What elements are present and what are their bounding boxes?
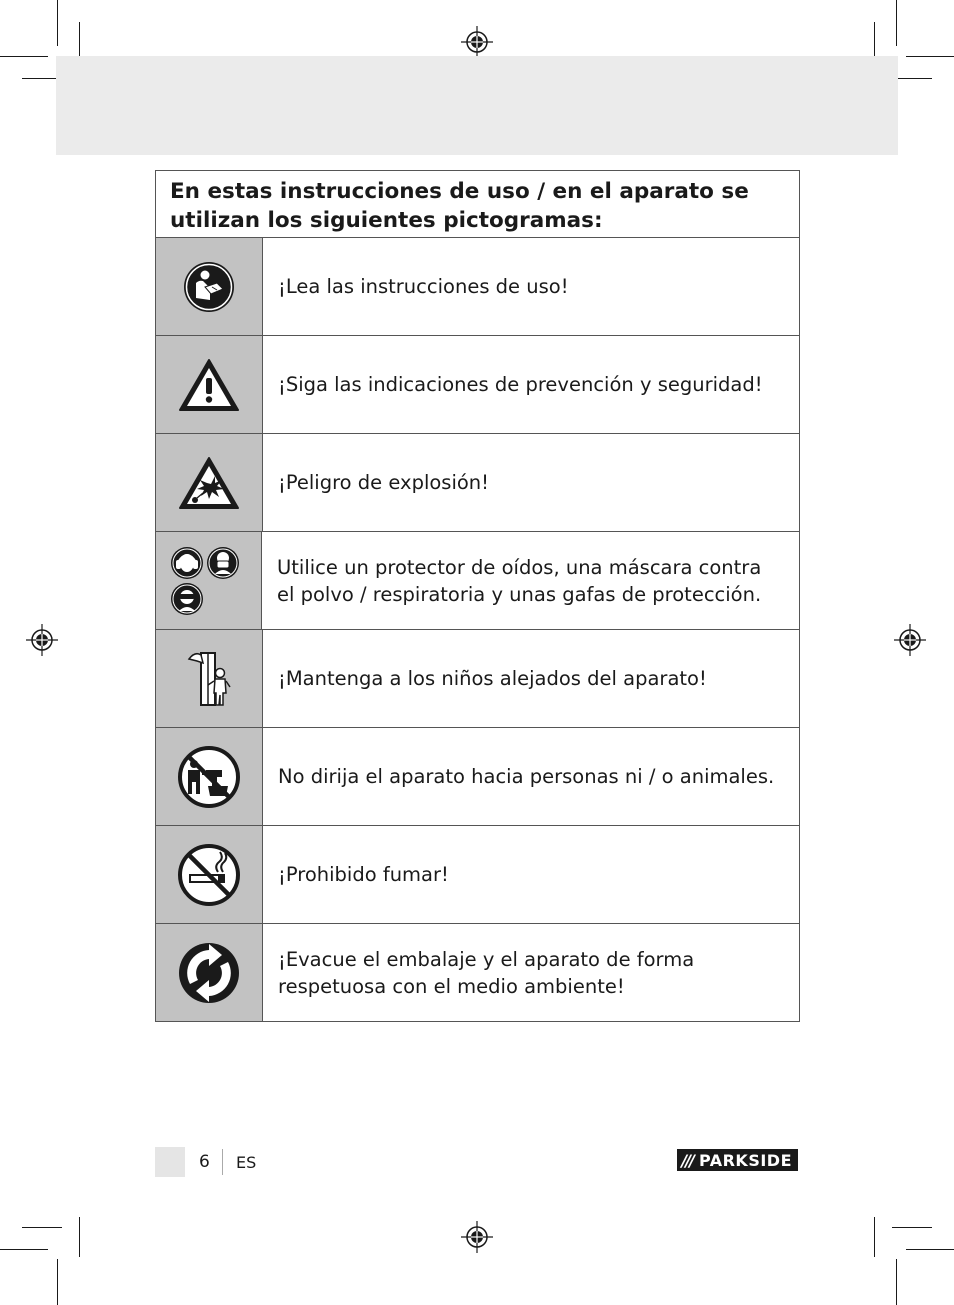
crop-mark <box>79 1217 80 1257</box>
language-code: ES <box>236 1153 257 1172</box>
registration-mark-icon <box>461 26 493 58</box>
crop-mark <box>0 1249 48 1250</box>
explosion-warning-icon <box>178 456 240 510</box>
crop-mark <box>906 56 954 57</box>
crop-mark <box>892 78 932 79</box>
pictogram-description: ¡Siga las indicaciones de prevención y seguridad! <box>278 373 763 396</box>
brand-name: PARKSIDE <box>698 1150 792 1170</box>
icon-cell <box>156 532 262 629</box>
table-row <box>156 238 799 336</box>
pictogram-description: ¡Mantenga a los niños alejados del aparato! <box>278 667 707 690</box>
crop-mark <box>874 1217 875 1257</box>
icon-cell <box>156 630 263 727</box>
pictogram-description: ¡Evacue el embalaje y el aparato de forma respetuosa con el medio ambiente! <box>278 947 695 998</box>
crop-mark <box>874 22 875 60</box>
header-band <box>56 56 898 155</box>
table-row <box>156 924 799 1021</box>
icon-cell <box>156 336 263 433</box>
table-title: En estas instrucciones de uso / en el aparato se utilizan los siguientes pictogramas: <box>156 171 799 238</box>
table-row <box>156 826 799 924</box>
pictogram-description: Utilice un protector de oídos, una máscara contra el polvo / respiratoria y unas gafas de protección. <box>277 555 762 606</box>
crop-mark <box>896 0 897 46</box>
crop-mark <box>0 56 48 57</box>
footer-divider <box>222 1149 223 1175</box>
registration-mark-icon <box>26 624 58 656</box>
brand-logo <box>677 1149 798 1171</box>
no-smoking-icon <box>178 844 240 906</box>
read-manual-icon <box>183 261 235 313</box>
pictogram-table <box>155 170 800 1022</box>
pictogram-description: ¡Peligro de explosión! <box>278 471 489 494</box>
crop-mark <box>896 1259 897 1305</box>
icon-cell <box>156 238 263 335</box>
crop-mark <box>906 1249 954 1250</box>
registration-mark-icon <box>894 624 926 656</box>
ear-protection-icon <box>170 546 204 580</box>
dust-mask-icon <box>206 546 240 580</box>
footer-marker <box>155 1147 185 1177</box>
table-row <box>156 336 799 434</box>
icon-cell <box>156 826 263 923</box>
recycling-icon <box>178 942 240 1004</box>
warning-triangle-icon <box>178 358 240 412</box>
safety-goggles-icon <box>170 582 204 616</box>
crop-mark <box>79 22 80 60</box>
table-row <box>156 532 799 630</box>
pictogram-description: ¡Prohibido fumar! <box>278 863 449 886</box>
keep-children-away-icon <box>185 649 233 709</box>
pictogram-description: No dirija el aparato hacia personas ni / o animales. <box>278 765 775 788</box>
crop-mark <box>892 1227 932 1228</box>
brand-slashes: /// <box>681 1150 693 1170</box>
crop-mark <box>57 0 58 46</box>
pictogram-description: ¡Lea las instrucciones de uso! <box>278 275 569 298</box>
icon-cell <box>156 728 263 825</box>
crop-mark <box>22 1227 62 1228</box>
table-row <box>156 728 799 826</box>
table-row <box>156 630 799 728</box>
icon-cell <box>156 434 263 531</box>
ppe-icons <box>170 546 242 618</box>
table-row <box>156 434 799 532</box>
page-number: 6 <box>199 1152 210 1172</box>
page-footer <box>155 1147 798 1179</box>
registration-mark-icon <box>461 1221 493 1253</box>
icon-cell <box>156 924 263 1021</box>
crop-mark <box>57 1259 58 1305</box>
do-not-aim-at-people-icon <box>178 746 240 808</box>
